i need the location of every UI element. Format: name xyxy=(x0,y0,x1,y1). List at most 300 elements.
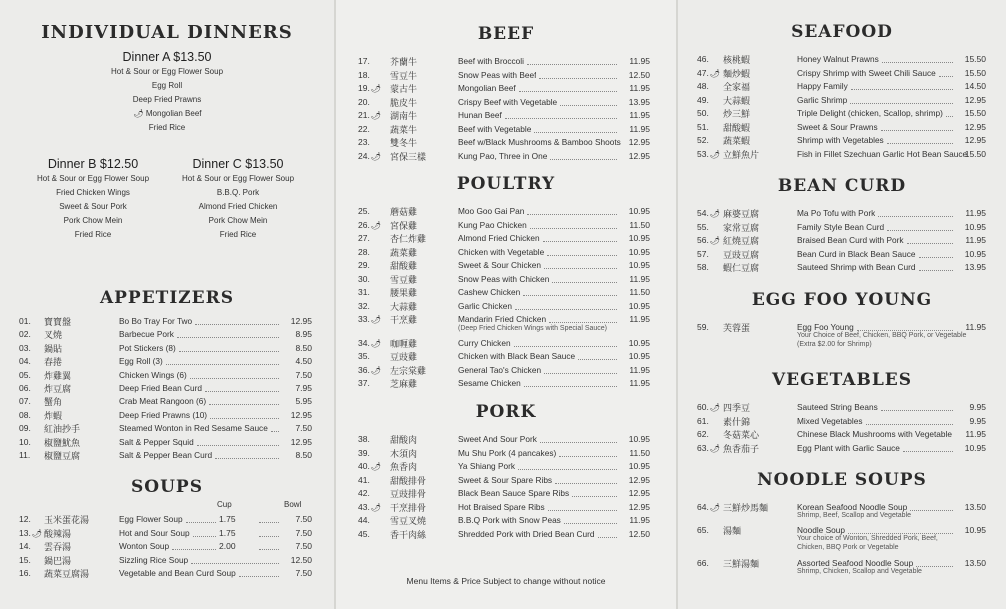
item-price: 12.95 xyxy=(290,316,312,326)
chili-pepper-icon: 🌶 xyxy=(370,502,381,512)
item-number: 65. xyxy=(697,525,709,535)
leader-dots xyxy=(903,451,953,452)
item-price: 13.95 xyxy=(628,96,650,107)
section-title-seafood: SEAFOOD xyxy=(791,22,893,42)
item-name: Beef with Vegetable xyxy=(458,123,532,134)
leader-dots xyxy=(560,105,617,106)
leader-dots xyxy=(271,431,279,432)
dinner-item: Deep Fried Prawns xyxy=(132,95,202,104)
bowl-header: Bowl xyxy=(284,500,302,509)
item-note: Chicken, BBQ Pork or Vegetable xyxy=(797,544,899,551)
item-name: Barbecue Pork xyxy=(119,329,174,340)
item-chinese-name: 香干肉絲 xyxy=(390,529,427,540)
item-name: Happy Family xyxy=(797,81,848,91)
item-number: 14. xyxy=(19,541,31,552)
item-chinese-name: 蟹角 xyxy=(44,397,63,408)
item-price: 10.95 xyxy=(964,442,986,453)
item-number: 05. xyxy=(19,369,31,380)
item-name: Ma Po Tofu with Pork xyxy=(797,208,876,218)
item-name: Hunan Beef xyxy=(458,110,502,120)
item-price: 9.95 xyxy=(969,415,986,426)
item-number: 33.🌶 xyxy=(358,314,381,324)
item-chinese-name: 全家福 xyxy=(723,82,751,92)
section-title-pork: PORK xyxy=(475,402,537,422)
item-price: 12.50 xyxy=(290,554,312,565)
item-price: 13.50 xyxy=(964,558,986,568)
leader-dots xyxy=(598,537,617,538)
item-chinese-name: 椒鹽魷魚 xyxy=(44,437,81,448)
item-chinese-name: 春捲 xyxy=(44,357,63,368)
item-name: Cashew Chicken xyxy=(458,287,521,297)
chili-pepper-icon: 🌶 xyxy=(370,338,381,348)
leader-dots xyxy=(543,241,617,242)
leader-dots xyxy=(166,364,279,365)
item-number: 41. xyxy=(358,474,370,485)
leader-dots xyxy=(544,373,617,374)
leader-dots xyxy=(878,216,953,217)
item-chinese-name: 干烹排骨 xyxy=(390,502,427,513)
section-title-appetizers: APPETIZERS xyxy=(99,288,235,308)
item-name: Egg Foo Young xyxy=(797,322,854,332)
item-name: Moo Goo Gai Pan xyxy=(458,206,525,216)
item-name: Mongolian Beef xyxy=(458,83,516,93)
item-price: 10.95 xyxy=(628,260,650,270)
item-number: 30. xyxy=(358,273,370,284)
item-chinese-name: 蘑菇雞 xyxy=(390,207,418,217)
dinner-item: B.B.Q. Pork xyxy=(216,188,260,197)
item-name: Sweet & Sour Chicken xyxy=(458,260,542,270)
item-price: 7.50 xyxy=(295,527,312,538)
item-price: 10.95 xyxy=(628,461,650,471)
dinner-item: Egg Roll xyxy=(151,81,183,90)
dinner-item: Hot & Sour or Egg Flower Soup xyxy=(110,67,224,76)
item-chinese-name: 宮保雞 xyxy=(390,220,418,231)
leader-dots xyxy=(195,324,279,325)
item-chinese-name: 雲吞湯 xyxy=(44,542,72,553)
section-title-dinners: INDIVIDUAL DINNERS xyxy=(41,22,293,43)
leader-dots xyxy=(179,351,279,352)
item-number: 42. xyxy=(358,488,370,498)
item-number: 25. xyxy=(358,206,370,216)
item-price: 13.95 xyxy=(964,262,986,272)
item-note: Shrimp, Beef, Scallop and Vegetable xyxy=(797,512,912,519)
leader-dots xyxy=(887,230,953,231)
item-price: 12.95 xyxy=(964,94,986,105)
item-name: Garlic Chicken xyxy=(458,300,512,311)
leader-dots xyxy=(910,510,953,511)
item-price: 5.95 xyxy=(295,396,312,407)
item-chinese-name: 紅油抄手 xyxy=(44,424,81,435)
leader-dots xyxy=(544,268,617,269)
item-number: 39. xyxy=(358,447,370,458)
item-name: Noodle Soup xyxy=(797,525,845,535)
item-name: Honey Walnut Prawns xyxy=(797,54,879,64)
item-price: 9.95 xyxy=(969,402,986,412)
item-number: 01. xyxy=(19,316,31,326)
leader-dots xyxy=(540,442,617,443)
item-number: 45. xyxy=(358,528,370,539)
leader-dots xyxy=(850,103,953,104)
leader-dots xyxy=(530,228,617,229)
chili-pepper-icon: 🌶 xyxy=(31,528,42,538)
item-name: Kung Pao Chicken xyxy=(458,219,527,230)
item-number: 34.🌶 xyxy=(358,337,381,348)
item-name: Crispy Beef with Vegetable xyxy=(458,96,558,107)
section-title-beef: BEEF xyxy=(477,24,535,44)
dinner-c-title: Dinner C $13.50 xyxy=(192,157,284,171)
item-name: Hot and Sour Soup xyxy=(119,527,190,538)
item-price: 10.95 xyxy=(628,233,650,243)
chili-pepper-icon: 🌶 xyxy=(709,503,720,512)
item-price: 11.95 xyxy=(965,322,986,332)
leader-dots xyxy=(882,62,953,63)
item-name: Sesame Chicken xyxy=(458,378,521,388)
chili-pepper-icon: 🌶 xyxy=(709,403,720,412)
item-number: 15. xyxy=(19,554,31,565)
item-price: 10.95 xyxy=(964,525,986,535)
item-price: 11.95 xyxy=(629,515,650,525)
item-number: 16. xyxy=(19,568,31,579)
chili-pepper-icon: 🌶 xyxy=(709,209,720,218)
item-number: 57. xyxy=(697,248,709,259)
dinner-item: Sweet & Sour Pork xyxy=(59,202,127,211)
item-name: Almond Fried Chicken xyxy=(458,233,540,243)
item-name: Salt & Pepper Bean Curd xyxy=(119,450,213,460)
leader-dots xyxy=(946,116,953,117)
item-number: 38. xyxy=(358,434,370,444)
item-name: Sweet & Sour Prawns xyxy=(797,121,878,132)
item-chinese-name: 蝦仁豆腐 xyxy=(723,263,760,273)
leader-dots xyxy=(519,91,617,92)
item-chinese-name: 甜酸雞 xyxy=(390,261,418,271)
section-title-bean-curd: BEAN CURD xyxy=(777,176,907,196)
item-price: 11.50 xyxy=(629,447,650,458)
leader-dots xyxy=(572,496,617,497)
item-name: Shredded Pork with Dried Bean Curd xyxy=(458,528,595,539)
dinner-item xyxy=(67,109,267,118)
item-number: 63.🌶 xyxy=(697,442,720,453)
cup-header: Cup xyxy=(217,500,232,509)
item-name: Beef with Broccoli xyxy=(458,56,524,66)
item-price: 7.50 xyxy=(295,568,312,579)
leader-dots xyxy=(881,410,953,411)
item-price: 7.50 xyxy=(295,514,312,524)
item-chinese-name: 湖南牛 xyxy=(390,111,418,121)
fold-line xyxy=(334,0,336,609)
item-note: Your Choice of Beef, Chicken, BBQ Pork, or Vegetable xyxy=(797,332,967,339)
chili-pepper-icon: 🌶 xyxy=(370,220,381,230)
item-name: Pot Stickers (8) xyxy=(119,342,176,353)
item-price: 12.95 xyxy=(628,137,650,147)
item-chinese-name: 炒三鮮 xyxy=(723,109,751,119)
leader-dots xyxy=(191,563,279,564)
leader-dots xyxy=(857,330,953,331)
leader-dots xyxy=(197,445,279,446)
item-name: Triple Delight (chicken, Scallop, shrimp) xyxy=(797,108,943,118)
item-price: 8.95 xyxy=(295,329,312,340)
leader-dots xyxy=(851,89,953,90)
item-number: 21.🌶 xyxy=(358,110,381,120)
item-chinese-name: 杏仁炸雞 xyxy=(390,234,427,244)
leader-dots xyxy=(259,549,279,550)
item-name: Beef w/Black Mushrooms & Bamboo Shoots xyxy=(458,137,621,147)
leader-dots xyxy=(534,132,617,133)
item-note: (Deep Fried Chicken Wings with Special Sauce) xyxy=(458,325,608,332)
item-price: 15.50 xyxy=(964,148,986,159)
item-chinese-name: 雪豆雞 xyxy=(390,274,418,285)
leader-dots xyxy=(523,295,617,296)
item-number: 35. xyxy=(358,351,370,361)
item-chinese-name: 三鮮湯麵 xyxy=(723,559,760,569)
leader-dots xyxy=(505,118,617,119)
item-number: 10. xyxy=(19,436,31,447)
item-number: 48. xyxy=(697,81,709,91)
item-number: 54.🌶 xyxy=(697,208,720,218)
item-name: Snow Peas with Chicken xyxy=(458,273,550,284)
item-price: 4.50 xyxy=(295,356,312,367)
item-number: 50. xyxy=(697,108,709,118)
item-price: 11.95 xyxy=(629,314,650,324)
item-chinese-name: 芙蓉蛋 xyxy=(723,323,751,333)
item-number: 13.🌶 xyxy=(19,527,42,538)
item-chinese-name: 魚香肉 xyxy=(390,462,418,472)
leader-dots xyxy=(919,270,953,271)
item-name: Deep Fried Bean Curd xyxy=(119,383,203,393)
dinner-item: Fried Rice xyxy=(219,230,257,239)
item-chinese-name: 木須肉 xyxy=(390,448,418,459)
leader-dots xyxy=(527,64,617,65)
item-number: 64.🌶 xyxy=(697,502,720,512)
dinner-item: Fried Chicken Wings xyxy=(56,188,130,197)
item-chinese-name: 冬菇菜心 xyxy=(723,430,760,440)
item-name: Vegetable and Bean Curd Soup xyxy=(119,568,236,579)
item-chinese-name: 寶寶盤 xyxy=(44,317,72,327)
item-chinese-name: 蔬菜蝦 xyxy=(723,136,751,146)
item-note: Your choice of Wonton, Shredded Pork, Beef, xyxy=(797,535,938,542)
item-chinese-name: 叉燒 xyxy=(44,330,63,341)
chili-pepper-icon: 🌶 xyxy=(709,149,720,159)
leader-dots xyxy=(209,404,279,405)
item-number: 32. xyxy=(358,300,370,311)
item-price: 11.95 xyxy=(629,364,650,375)
item-chinese-name: 核桃蝦 xyxy=(723,55,751,65)
item-number: 06. xyxy=(19,383,31,393)
item-number: 09. xyxy=(19,423,31,434)
item-number: 07. xyxy=(19,396,31,407)
item-name: Sauteed Shrimp with Bean Curd xyxy=(797,262,916,272)
item-note: (Extra $2.00 for Shrimp) xyxy=(797,341,872,348)
chili-pepper-icon: 🌶 xyxy=(370,315,381,324)
item-number: 11. xyxy=(19,450,31,460)
item-number: 12. xyxy=(19,514,31,524)
item-name: Salt & Pepper Squid xyxy=(119,436,194,447)
leader-dots xyxy=(193,536,216,537)
dinner-item: Pork Chow Mein xyxy=(208,216,268,225)
item-chinese-name: 豆豉豆腐 xyxy=(723,249,760,260)
item-chinese-name: 蔬菜豆腐湯 xyxy=(44,569,90,580)
item-number: 27. xyxy=(358,233,370,243)
item-name: Egg Plant with Garlic Sauce xyxy=(797,442,900,453)
item-price: 13.50 xyxy=(964,502,986,512)
item-name: Hot Braised Spare Ribs xyxy=(458,501,545,512)
item-name: Korean Seafood Noodle Soup xyxy=(797,502,908,512)
item-chinese-name: 鍋巴湯 xyxy=(44,555,72,566)
item-cup-price: 1.75 xyxy=(219,514,236,524)
item-name: Sweet & Sour Spare Ribs xyxy=(458,474,553,485)
item-number: 20. xyxy=(358,96,370,107)
item-price: 11.95 xyxy=(629,83,650,93)
item-price: 10.95 xyxy=(628,351,650,361)
item-chinese-name: 甜酸肉 xyxy=(390,435,418,445)
item-name: Family Style Bean Curd xyxy=(797,221,885,232)
item-name: Chicken Wings (6) xyxy=(119,369,187,380)
chili-pepper-icon: 🌶 xyxy=(370,462,381,471)
item-number: 66. xyxy=(697,558,709,568)
item-number: 49. xyxy=(697,94,709,105)
item-price: 12.95 xyxy=(628,501,650,512)
item-chinese-name: 雪豆牛 xyxy=(390,70,418,81)
item-chinese-name: 素什錦 xyxy=(723,416,751,427)
item-price: 12.95 xyxy=(628,474,650,485)
item-name: Shrimp with Vegetables xyxy=(797,135,884,145)
item-name: Sweet And Sour Pork xyxy=(458,434,537,444)
item-chinese-name: 腰果雞 xyxy=(390,288,418,298)
leader-dots xyxy=(539,78,617,79)
item-number: 36.🌶 xyxy=(358,364,381,375)
item-number: 43.🌶 xyxy=(358,501,381,512)
leader-dots xyxy=(848,533,953,534)
item-name: Braised Bean Curd with Pork xyxy=(797,235,904,245)
item-price: 11.95 xyxy=(629,123,650,134)
item-price: 10.95 xyxy=(628,300,650,311)
leader-dots xyxy=(564,523,617,524)
item-chinese-name: 三鮮炒馬麵 xyxy=(723,503,769,513)
item-price: 12.50 xyxy=(628,528,650,539)
item-number: 02. xyxy=(19,329,31,340)
item-number: 19.🌶 xyxy=(358,83,381,93)
chili-pepper-icon: 🌶 xyxy=(370,111,381,120)
leader-dots xyxy=(205,391,279,392)
item-name: B.B.Q Pork with Snow Peas xyxy=(458,515,561,525)
leader-dots xyxy=(887,143,953,144)
item-chinese-name: 立鮮魚片 xyxy=(723,149,760,160)
item-name: Crispy Shrimp with Sweet Chili Sauce xyxy=(797,67,936,78)
item-number: 61. xyxy=(697,415,709,426)
item-number: 40.🌶 xyxy=(358,461,381,471)
item-number: 56.🌶 xyxy=(697,235,720,245)
item-number: 04. xyxy=(19,356,31,367)
item-chinese-name: 甜酸蝦 xyxy=(723,122,751,133)
item-price: 11.50 xyxy=(629,219,650,230)
item-name: Deep Fried Prawns (10) xyxy=(119,409,208,420)
item-price: 8.50 xyxy=(295,450,312,460)
item-price: 11.95 xyxy=(629,110,650,120)
item-chinese-name: 芥蘭牛 xyxy=(390,57,418,67)
dinner-item: Almond Fried Chicken xyxy=(198,202,278,211)
leader-dots xyxy=(550,159,617,160)
section-title-poultry: POULTRY xyxy=(456,174,556,194)
item-number: 24.🌶 xyxy=(358,150,381,161)
item-name: Chinese Black Mushrooms with Vegetable xyxy=(797,429,952,439)
item-name: Mandarin Fried Chicken xyxy=(458,314,547,324)
leader-dots xyxy=(210,418,279,419)
leader-dots xyxy=(907,243,953,244)
item-number: 23. xyxy=(358,137,370,147)
item-price: 11.95 xyxy=(629,273,650,284)
dinner-item: Fried Rice xyxy=(74,230,112,239)
leader-dots xyxy=(547,255,617,256)
item-chinese-name: 甜酸排骨 xyxy=(390,475,427,486)
item-chinese-name: 左宗棠雞 xyxy=(390,365,427,376)
item-price: 14.50 xyxy=(964,81,986,91)
item-number: 29. xyxy=(358,260,370,270)
item-name: Egg Roll (3) xyxy=(119,356,163,367)
leader-dots xyxy=(172,549,216,550)
item-chinese-name: 炸雞翼 xyxy=(44,370,72,381)
chili-pepper-icon: 🌶 xyxy=(709,236,720,245)
leader-dots xyxy=(881,130,953,131)
leader-dots xyxy=(548,510,617,511)
leader-dots xyxy=(215,458,279,459)
item-price: 7.95 xyxy=(295,383,312,393)
item-price: 10.95 xyxy=(964,221,986,232)
item-cup-price: 1.75 xyxy=(219,527,236,538)
item-name: Snow Peas with Beef xyxy=(458,69,537,80)
dinner-item: Hot & Sour or Egg Flower Soup xyxy=(181,174,295,183)
item-chinese-name: 玉米蛋花湯 xyxy=(44,515,90,525)
item-number: 22. xyxy=(358,123,370,134)
item-name: Assorted Seafood Noodle Soup xyxy=(797,558,914,568)
item-chinese-name: 豆豉排骨 xyxy=(390,489,427,499)
item-chinese-name: 雪豆叉燒 xyxy=(390,516,427,526)
item-name: General Tao's Chicken xyxy=(458,364,542,375)
item-name: Chicken with Vegetable xyxy=(458,246,545,257)
item-number: 52. xyxy=(697,135,709,145)
item-number: 26.🌶 xyxy=(358,219,381,230)
item-price: 8.50 xyxy=(295,342,312,353)
item-name: Sizzling Rice Soup xyxy=(119,554,189,565)
item-price: 12.95 xyxy=(964,135,986,145)
item-number: 59. xyxy=(697,322,709,332)
chili-pepper-icon: 🌶 xyxy=(370,365,381,375)
item-number: 31. xyxy=(358,287,370,297)
leader-dots xyxy=(259,536,279,537)
leader-dots xyxy=(259,522,279,523)
item-name: Steamed Wonton in Red Sesame Sauce xyxy=(119,423,268,434)
item-price: 11.95 xyxy=(965,429,986,439)
item-chinese-name: 魚香茄子 xyxy=(723,443,760,454)
item-number: 62. xyxy=(697,429,709,439)
item-number: 17. xyxy=(358,56,370,66)
dinner-b-title: Dinner B $12.50 xyxy=(47,157,139,171)
item-name: Ya Shiang Pork xyxy=(458,461,516,471)
price-change-notice: Menu Items & Price Subject to change without notice xyxy=(406,576,606,586)
leader-dots xyxy=(186,522,216,523)
item-chinese-name: 脆皮牛 xyxy=(390,97,418,108)
item-number: 18. xyxy=(358,69,370,80)
item-price: 12.95 xyxy=(964,121,986,132)
item-chinese-name: 蔬菜牛 xyxy=(390,124,418,135)
item-name: Kung Pao, Three in One xyxy=(458,150,548,161)
item-price: 11.50 xyxy=(629,287,650,297)
leader-dots xyxy=(559,456,617,457)
item-chinese-name: 炸蝦 xyxy=(44,410,63,421)
item-chinese-name: 芝麻雞 xyxy=(390,379,418,389)
item-chinese-name: 椒鹽豆腐 xyxy=(44,451,81,461)
chili-pepper-icon: 🌶 xyxy=(370,151,381,161)
item-name: Mu Shu Pork (4 pancakes) xyxy=(458,447,557,458)
item-chinese-name: 紅燒豆腐 xyxy=(723,236,760,246)
